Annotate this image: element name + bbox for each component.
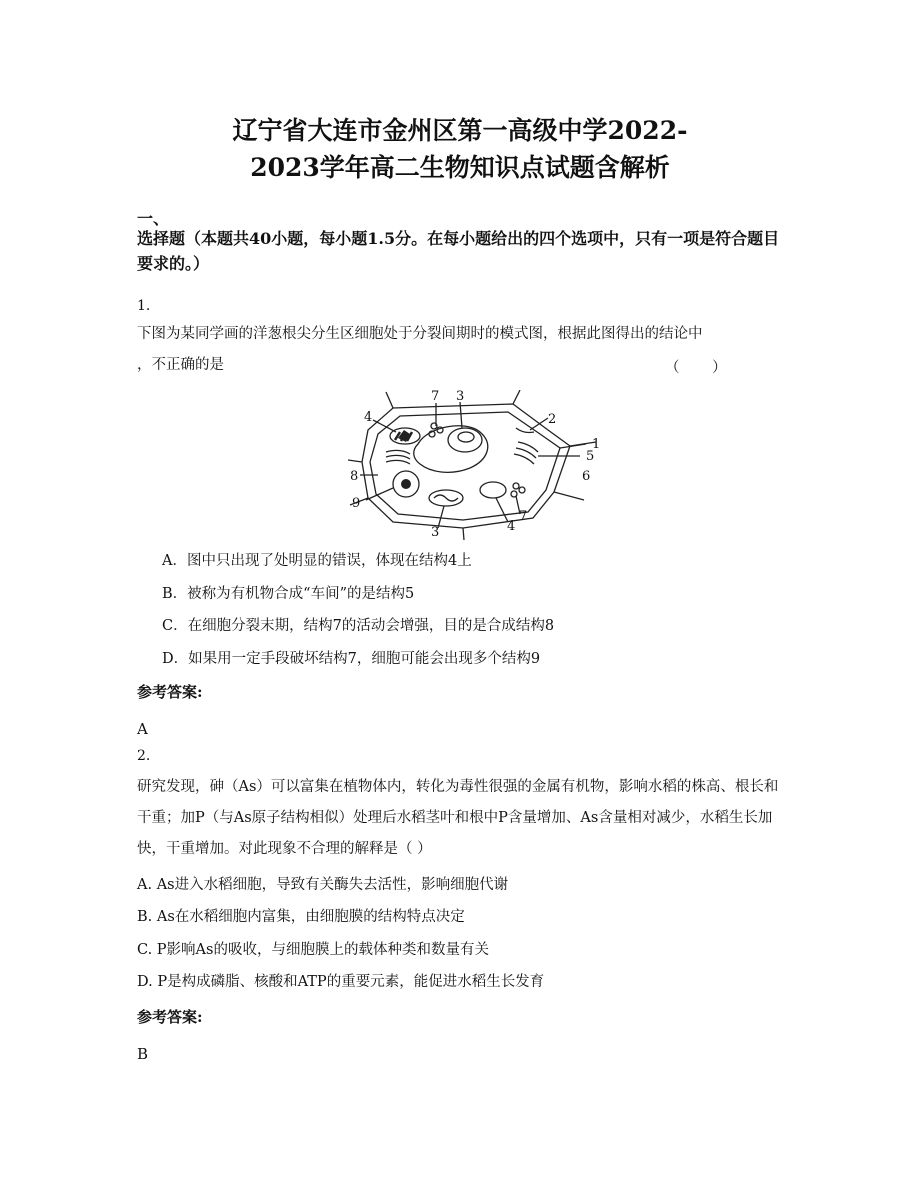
cell-diagram <box>348 390 608 540</box>
question-1-option-d: D．如果用一定手段破坏结构7，细胞可能会出现多个结构9 <box>162 651 541 667</box>
question-1-number: 1. <box>137 298 151 314</box>
label-2: 2 <box>548 412 557 427</box>
nucleolus <box>458 432 474 442</box>
label-5: 5 <box>586 449 595 464</box>
question-2-answer-label: 参考答案: <box>137 1008 203 1026</box>
section-description: 选择题（本题共40小题，每小题1.5分。在每小题给出的四个选项中，只有一项是符合题目要求的。） <box>137 229 780 273</box>
question-2-option-b: B. As在水稻细胞内富集，由细胞膜的结构特点决定 <box>137 909 465 925</box>
label-7-bottom: 7 <box>519 509 528 524</box>
question-2-option-c: C. P影响As的吸收，与细胞膜上的载体种类和数量有关 <box>137 942 489 958</box>
label-3-bottom: 3 <box>431 525 440 540</box>
question-1-answer-blank: （ ） <box>665 360 741 376</box>
label-9: 9 <box>352 496 361 511</box>
section-number: 一、 <box>137 209 170 228</box>
label-1: 1 <box>592 437 601 452</box>
question-2-answer: B <box>137 1045 149 1063</box>
question-2-option-a: A. As进入水稻细胞，导致有关酶失去活性，影响细胞代谢 <box>137 877 509 893</box>
structure-4-bottom <box>480 482 506 498</box>
label-7-top: 7 <box>431 390 440 404</box>
question-1-option-c: C．在细胞分裂末期，结构7的活动会增强，目的是合成结构8 <box>162 618 555 634</box>
title-line-1: 辽宁省大连市金州区第一高级中学2022- <box>232 116 688 145</box>
question-1-option-a: A．图中只出现了处明显的错误，体现在结构4上 <box>162 553 472 569</box>
question-1-option-b: B．被称为有机物合成“车间”的是结构5 <box>162 586 415 602</box>
question-2-stem: 研究发现，砷（As）可以富集在植物体内，转化为毒性很强的金属有机物，影响水稻的株高、根长和干重；加P（与As原子结构相似）处理后水稻茎叶和根中P含量增加、As含量相对减少，水稻生长加快，干重增加。对此现象不合理的解释是（ ） <box>137 779 779 857</box>
question-1-answer: A <box>137 720 148 738</box>
golgi-right <box>514 442 538 464</box>
label-6: 6 <box>582 469 591 484</box>
question-1-stem-line-2: ，不正确的是 <box>137 357 224 373</box>
label-3-top: 3 <box>456 390 465 404</box>
question-1-answer-label: 参考答案: <box>137 683 203 701</box>
question-2-number: 2. <box>137 748 151 764</box>
title-line-2: 2023学年高二生物知识点试题含解析 <box>250 153 670 182</box>
document-title <box>0 112 920 186</box>
label-4-left: 4 <box>364 410 373 425</box>
question-1-stem-line-1: 下图为某同学画的洋葱根尖分生区细胞处于分裂间期时的模式图，根据此图得出的结论中 <box>137 326 703 342</box>
golgi-left <box>386 450 410 464</box>
question-2-option-d: D. P是构成磷脂、核酸和ATP的重要元素，能促进水稻生长发育 <box>137 974 545 990</box>
label-4-bottom: 4 <box>507 519 516 534</box>
label-8: 8 <box>350 469 359 484</box>
